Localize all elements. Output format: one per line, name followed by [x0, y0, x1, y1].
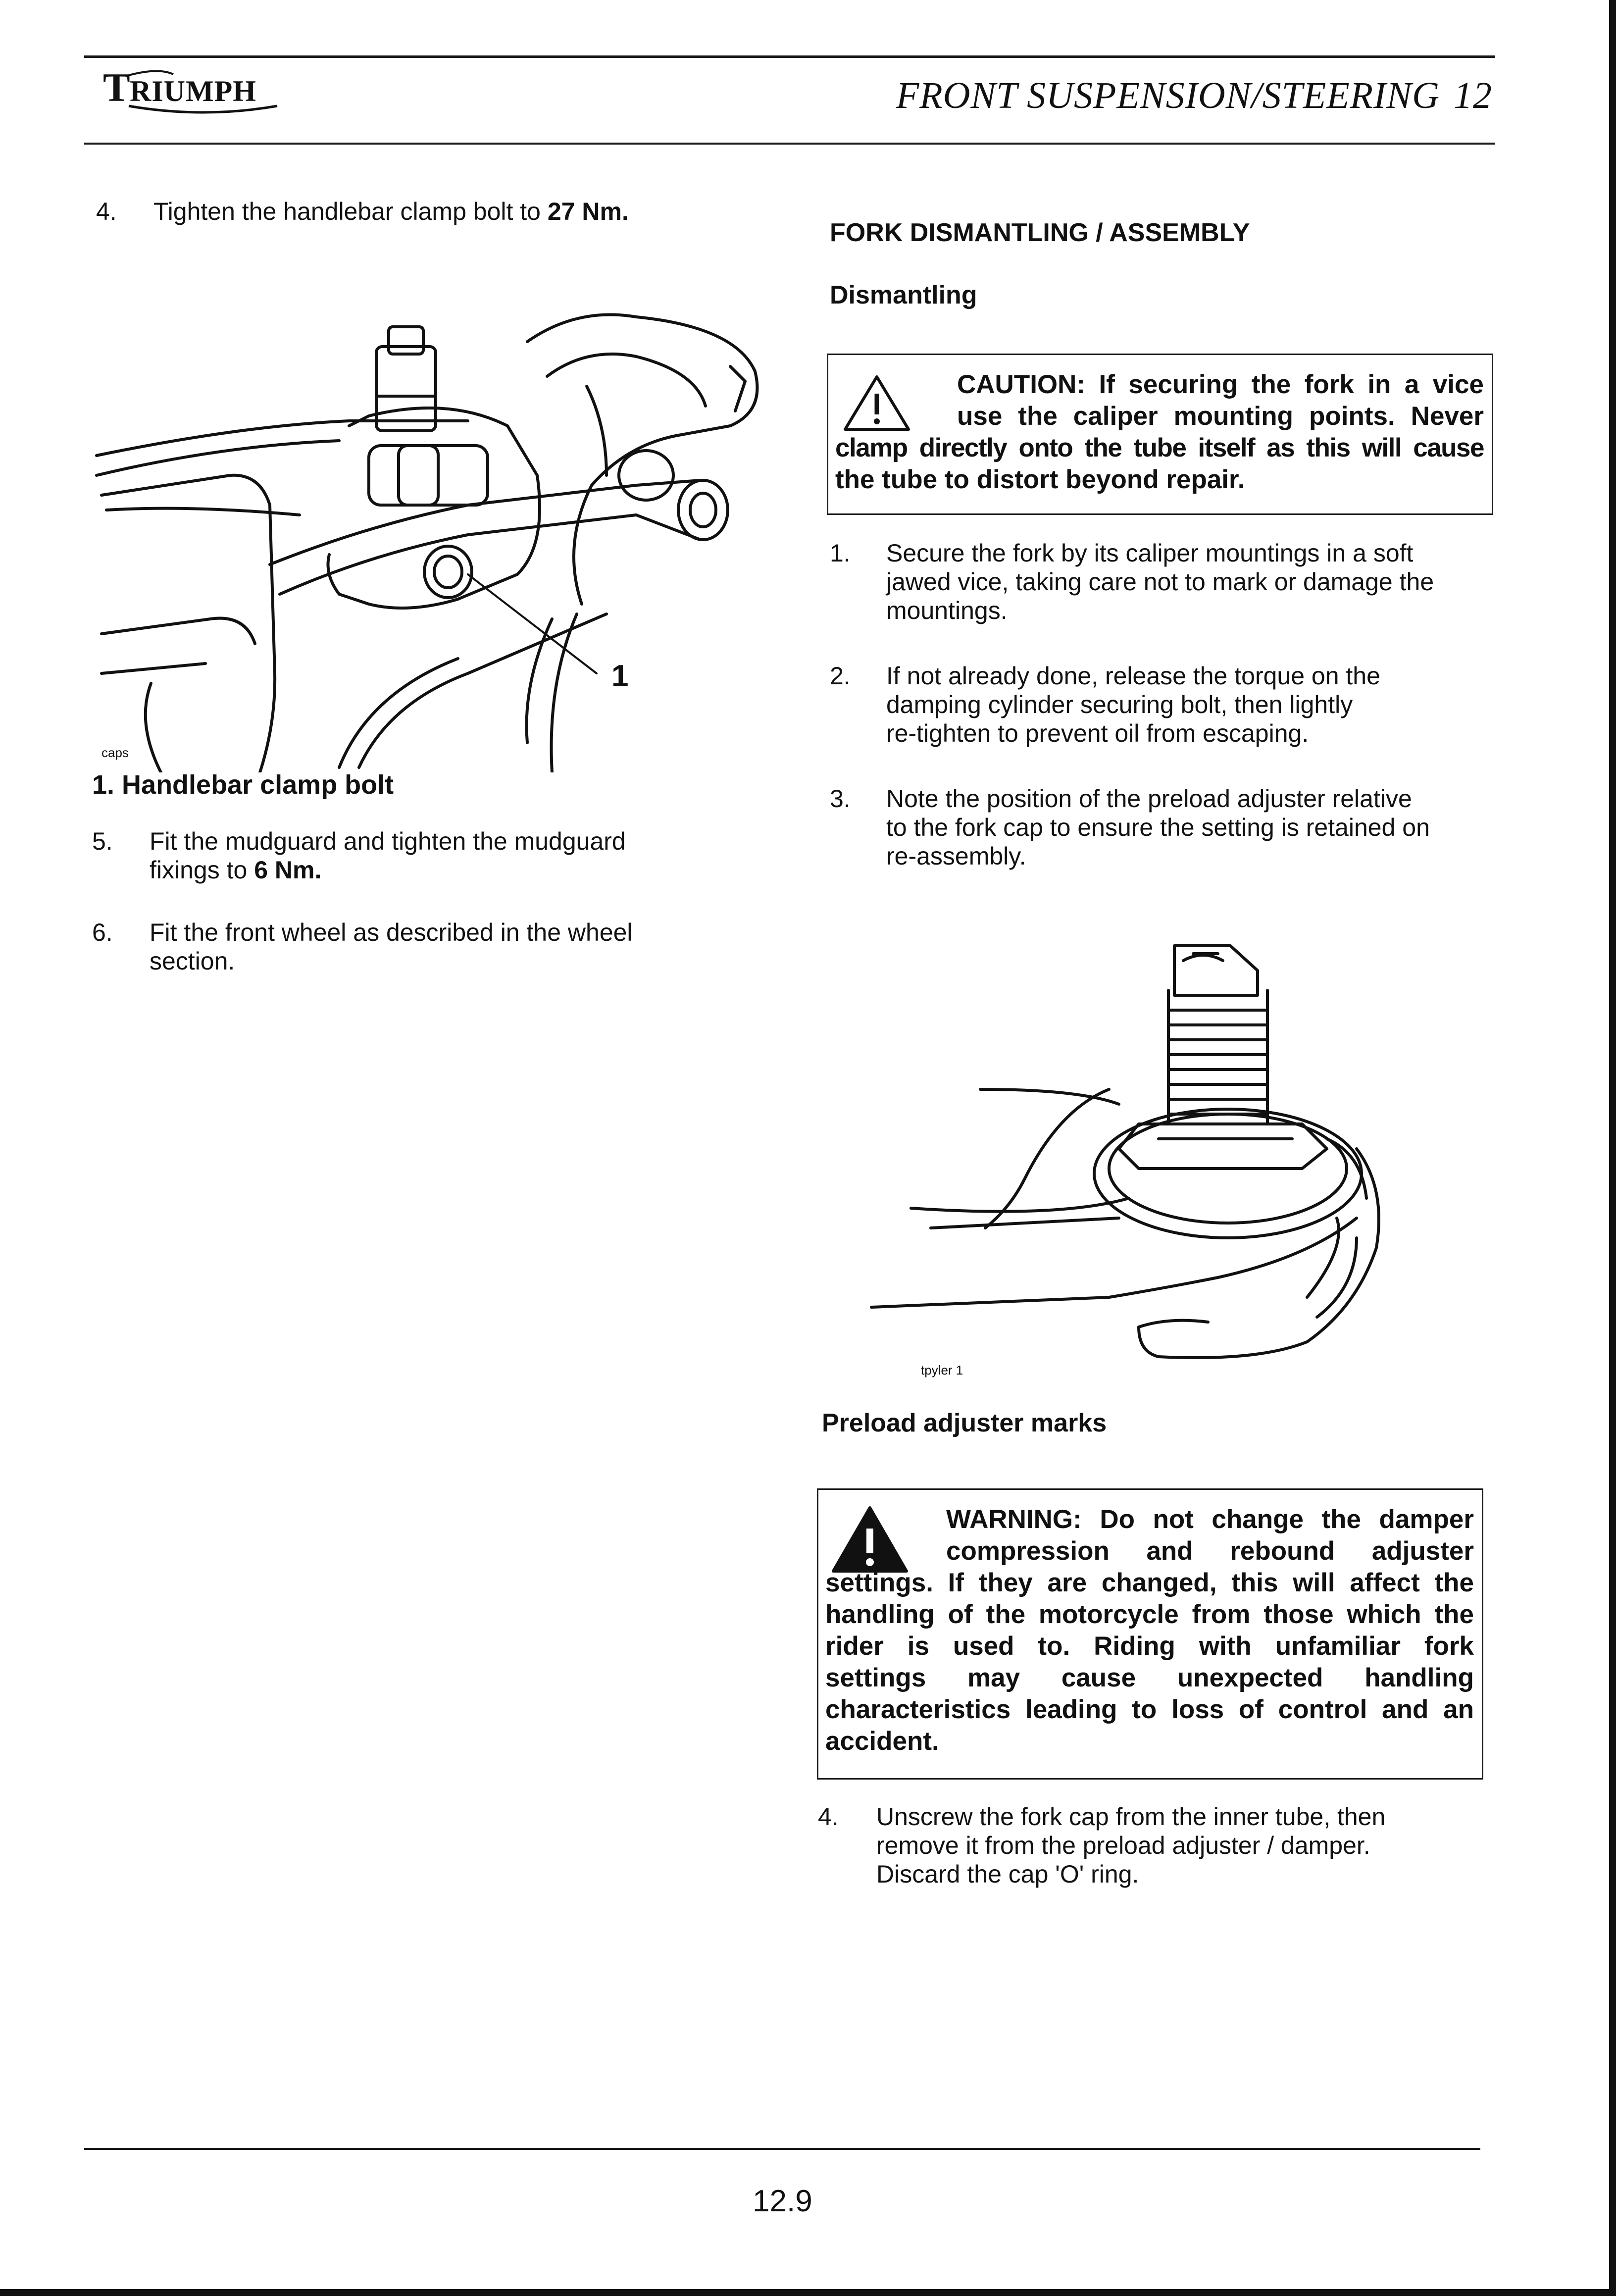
- dismantle-step-2-line-1: If not already done, release the torque on the: [886, 662, 1380, 690]
- header-bottom-rule: [84, 143, 1495, 145]
- dismantle-step-2-line-3: re-tighten to prevent oil from escaping.: [886, 719, 1309, 747]
- dismantle-step-3-line-2: to the fork cap to ensure the setting is retained on: [886, 814, 1430, 841]
- dismantle-step-2-number: 2.: [830, 662, 851, 690]
- scan-border-right: [1609, 0, 1616, 2296]
- fork-dismantling-heading: FORK DISMANTLING / ASSEMBLY: [830, 218, 1250, 247]
- warning-line-7: characteristics leading to loss of control and an: [825, 1695, 1474, 1724]
- torque-value-6nm: 6 Nm.: [254, 856, 322, 884]
- warning-line-5: rider is used to. Riding with unfamiliar fork: [825, 1632, 1474, 1661]
- step-5-line-1: Fit the mudguard and tighten the mudguard: [150, 827, 626, 855]
- figure-2-small-label: tpyler 1: [921, 1363, 963, 1378]
- step-5-text: [150, 827, 626, 884]
- step-6-text: [150, 918, 633, 975]
- warning-line-2: compression and rebound adjuster: [946, 1536, 1474, 1566]
- preload-adjuster-illustration: [861, 941, 1446, 1386]
- figure-1-caption: 1. Handlebar clamp bolt: [92, 770, 394, 800]
- step-4-label: Tighten the handlebar clamp bolt to: [153, 198, 548, 225]
- step-6-number: 6.: [92, 918, 113, 946]
- warning-line-4: handling of the motorcycle from those which the: [825, 1600, 1474, 1629]
- dismantle-step-2-text: [886, 662, 1380, 748]
- caution-box: [827, 354, 1493, 515]
- dismantle-step-1-line-1: Secure the fork by its caliper mountings in a soft: [886, 539, 1414, 567]
- warning-line-3: settings. If they are changed, this will affect the: [825, 1568, 1474, 1597]
- dismantle-step-4-line-3: Discard the cap 'O' ring.: [876, 1860, 1139, 1888]
- dismantle-step-3-number: 3.: [830, 785, 851, 813]
- dismantle-step-3-text: [886, 784, 1430, 870]
- section-title: FRONT SUSPENSION/STEERING: [896, 75, 1440, 116]
- figure-1-callout: 1: [611, 659, 629, 693]
- dismantle-step-1-text: [886, 539, 1434, 625]
- dismantle-step-4-line-2: remove it from the preload adjuster / damper.: [876, 1832, 1370, 1859]
- caution-line-4: the tube to distort beyond repair.: [835, 465, 1245, 494]
- step-5-line-2: fixings to: [150, 856, 254, 884]
- svg-text:T: T: [103, 65, 129, 110]
- step-4-text: [153, 197, 629, 226]
- figure-1-small-label: caps: [101, 745, 129, 760]
- dismantle-step-2-line-2: damping cylinder securing bolt, then lightly: [886, 691, 1353, 718]
- torque-value-27nm: 27 Nm.: [547, 198, 629, 225]
- step-4-number: 4.: [96, 198, 117, 225]
- caution-line-1: CAUTION: If securing the fork in a vice: [957, 370, 1484, 399]
- step-5-number: 5.: [92, 827, 113, 855]
- section-number: 12: [1454, 75, 1492, 116]
- figure-2-caption: Preload adjuster marks: [822, 1409, 1107, 1437]
- warning-line-8: accident.: [825, 1727, 939, 1756]
- warning-box: [817, 1488, 1483, 1780]
- dismantle-step-4-text: [876, 1802, 1385, 1888]
- handlebar-clamp-illustration: [92, 297, 765, 772]
- caution-line-3: clamp directly onto the tube itself as this will cause: [835, 433, 1484, 462]
- caution-text: [835, 369, 1484, 496]
- dismantling-subheading: Dismantling: [830, 281, 977, 309]
- dismantle-step-3-line-3: re-assembly.: [886, 842, 1026, 870]
- scan-border-bottom: [0, 2289, 1616, 2296]
- svg-text:RIUMPH: RIUMPH: [130, 75, 256, 107]
- dismantle-step-4-number: 4.: [818, 1803, 839, 1831]
- section-header: [896, 74, 1492, 117]
- step-6-line-1: Fit the front wheel as described in the wheel: [150, 918, 633, 946]
- caution-line-2: use the caliper mounting points. Never: [957, 402, 1484, 431]
- footer-rule: [84, 2148, 1480, 2150]
- dismantle-step-4-line-1: Unscrew the fork cap from the inner tube, then: [876, 1803, 1386, 1831]
- warning-line-1: WARNING: Do not change the damper: [946, 1505, 1474, 1534]
- dismantle-step-1-number: 1.: [830, 539, 851, 567]
- dismantle-step-1-line-3: mountings.: [886, 597, 1008, 624]
- page-number: 12.9: [753, 2184, 812, 2218]
- dismantle-step-3-line-1: Note the position of the preload adjuster relative: [886, 785, 1412, 813]
- header-top-rule: [84, 55, 1495, 58]
- warning-text: [825, 1504, 1474, 1757]
- dismantle-step-1-line-2: jawed vice, taking care not to mark or damage the: [886, 568, 1434, 596]
- warning-line-6: settings may cause unexpected handling: [825, 1663, 1474, 1692]
- triumph-logo: [99, 60, 312, 120]
- step-6-line-2: section.: [150, 947, 235, 975]
